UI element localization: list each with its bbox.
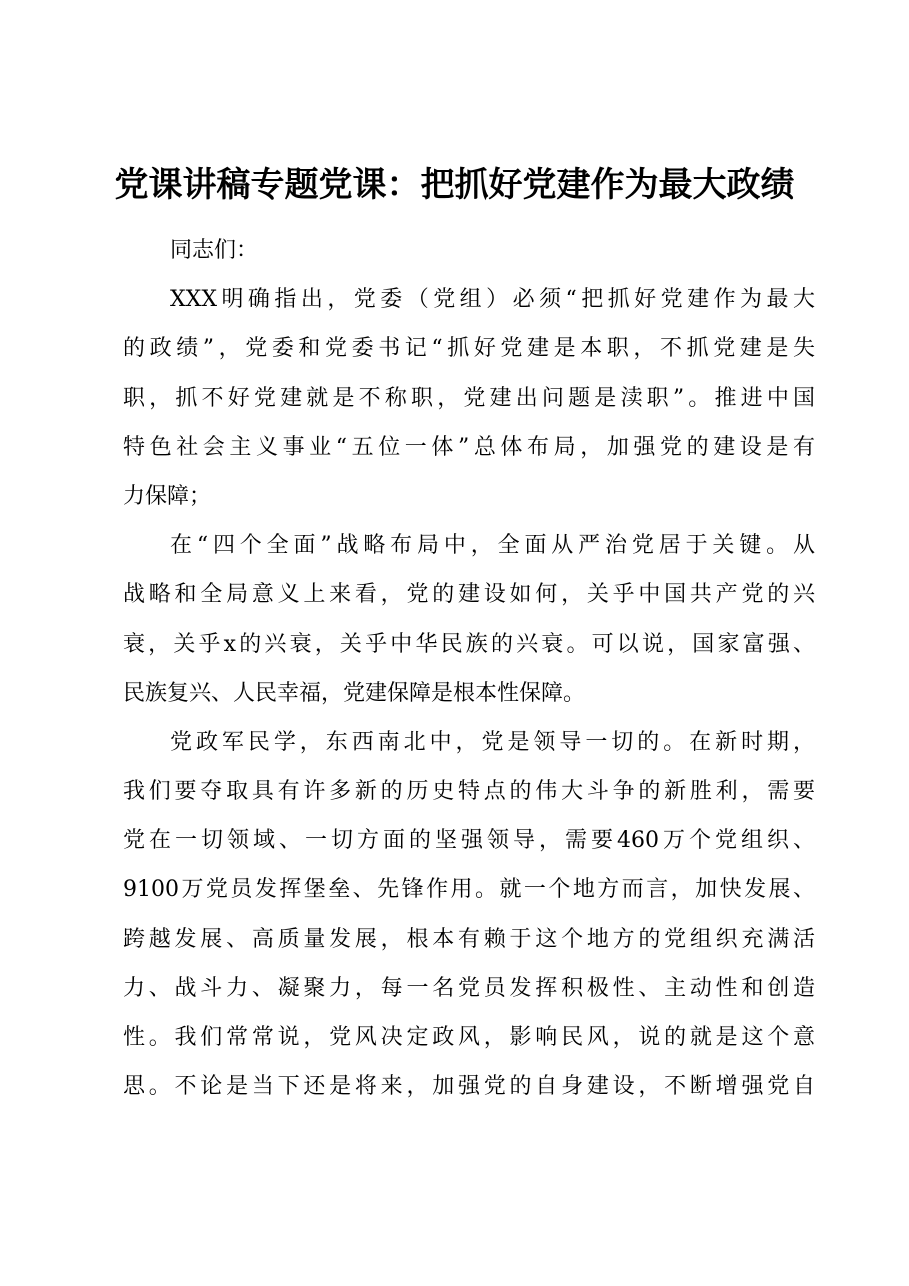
paragraph-line: 9100万党员发挥堡垒、先锋作用。就一个地方而言，加快发展、 <box>123 877 815 903</box>
paragraph-line: 力、战斗力、凝聚力，每一名党员发挥积极性、主动性和创造 <box>123 975 815 1001</box>
paragraph-line: 职，抓不好党建就是不称职，党建出问题是渎职”。推进中国 <box>123 385 815 411</box>
paragraph-line: 力保障； <box>123 483 212 509</box>
paragraph-line: 在“四个全面”战略布局中，全面从严治党居于关键。从 <box>170 533 815 559</box>
paragraph-line: 我们要夺取具有许多新的历史特点的伟大斗争的新胜利，需要 <box>123 779 815 805</box>
paragraph-line: 党政军民学，东西南北中，党是领导一切的。在新时期， <box>170 729 815 755</box>
paragraph-line: 特色社会主义事业“五位一体”总体布局，加强党的建设是有 <box>123 434 815 460</box>
paragraph-line: 的政绩”，党委和党委书记“抓好党建是本职，不抓党建是失 <box>123 336 815 362</box>
paragraph-line: 衰，关乎x的兴衰，关乎中华民族的兴衰。可以说，国家富强、 <box>123 631 815 657</box>
paragraph-line: 战略和全局意义上来看，党的建设如何，关乎中国共产党的兴 <box>123 582 815 608</box>
document-body <box>123 226 815 1111</box>
paragraph-line: 性。我们常常说，党风决定政风，影响民风，说的就是这个意 <box>123 1025 815 1050</box>
paragraph-line: 跨越发展、高质量发展，根本有赖于这个地方的党组织充满活 <box>123 926 815 952</box>
document-title: 党课讲稿专题党课：把抓好党建作为最大政绩 <box>114 165 795 205</box>
paragraph-line: 党在一切领域、一切方面的坚强领导，需要460万个党组织、 <box>123 828 815 854</box>
salutation-line: 同志们： <box>170 238 259 263</box>
paragraph-line: 民族复兴、人民幸福，党建保障是根本性保障。 <box>123 680 586 706</box>
paragraph-line: XXX明确指出，党委（党组）必须“把抓好党建作为最大 <box>170 287 815 313</box>
paragraph-line: 思。不论是当下还是将来，加强党的自身建设，不断增强党自 <box>123 1074 815 1100</box>
